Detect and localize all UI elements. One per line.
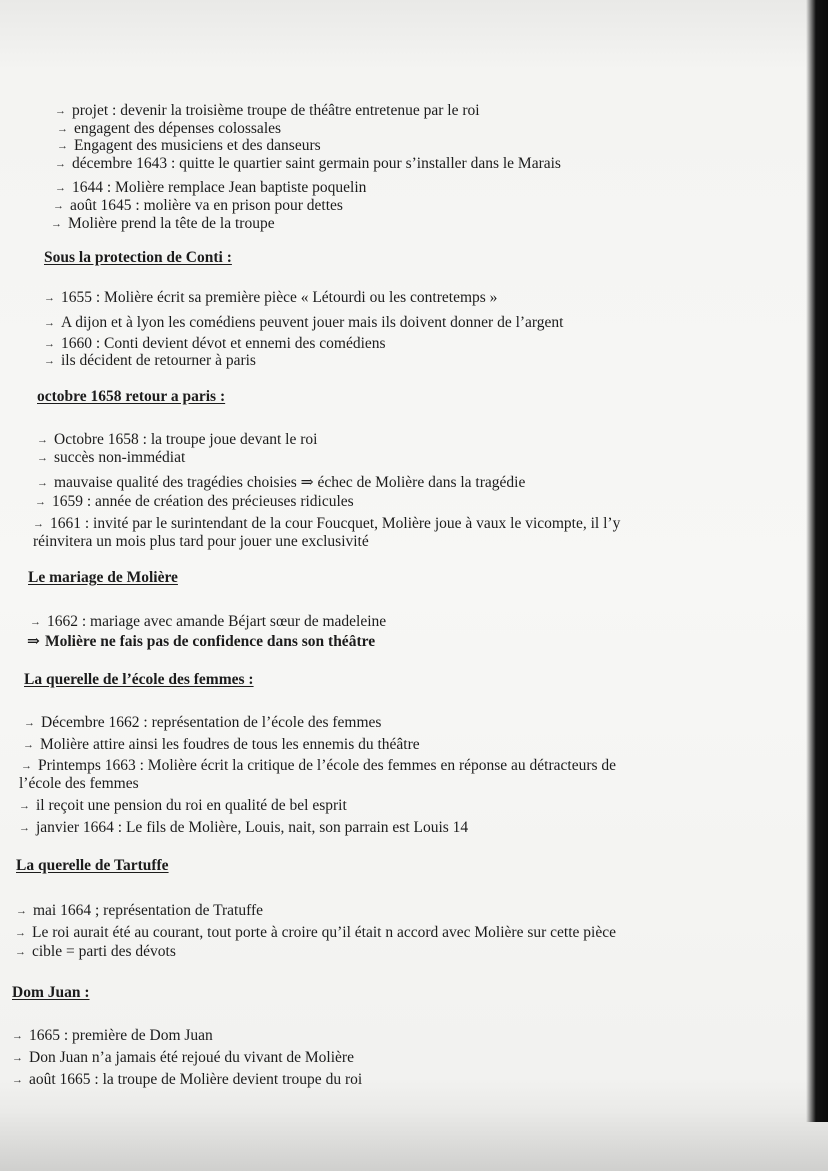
list-item: → 1662 : mariage avec amande Béjart sœur de madeleine [30,613,387,630]
section-heading-ecole: La querelle de l’école des femmes : [24,671,254,688]
list-item: → A dijon et à lyon les comédiens peuvent jouer mais ils doivent donner de l’argent [44,314,564,331]
arrow-icon: → [19,800,30,812]
arrow-icon: → [44,355,55,367]
page-edge-shadow [806,0,828,1122]
arrow-icon: → [37,477,48,489]
arrow-icon: → [55,158,66,170]
arrow-icon: → [51,218,62,230]
arrow-icon: → [12,1052,23,1064]
page-bottom-shade [0,1111,828,1171]
list-item: → engagent des dépenses colossales [57,120,282,137]
list-item-continuation: l’école des femmes [19,775,139,792]
arrow-icon: → [30,616,41,628]
list-item: → Molière prend la tête de la troupe [51,215,275,232]
arrow-icon: → [24,717,35,729]
section-heading-conti: Sous la protection de Conti : [44,249,232,266]
arrow-icon: → [12,1030,23,1042]
arrow-icon: → [21,760,32,772]
conclusion-line: ⇒ Molière ne fais pas de confidence dans son théâtre [27,633,376,650]
arrow-icon: → [16,905,27,917]
list-item: → 1644 : Molière remplace Jean baptiste poquelin [55,179,367,196]
list-item: → il reçoit une pension du roi en qualité de bel esprit [19,797,347,814]
list-item: → succès non-immédiat [37,449,186,466]
list-item: → Décembre 1662 : représentation de l’école des femmes [24,714,382,731]
list-item: → août 1665 : la troupe de Molière devient troupe du roi [12,1071,363,1088]
arrow-icon: → [37,452,48,464]
list-item: → Le roi aurait été au courant, tout porte à croire qu’il était n accord avec Molière sur cette pièce [15,924,616,941]
implies-icon: ⇒ [27,633,40,650]
arrow-icon: → [53,200,64,212]
list-item: → août 1645 : molière va en prison pour dettes [53,197,343,214]
list-item: → 1665 : première de Dom Juan [12,1027,213,1044]
list-item: → 1661 : invité par le surintendant de la cour Foucquet, Molière joue à vaux le vicompte, il l’y [33,515,621,532]
list-item: → Printemps 1663 : Molière écrit la critique de l’école des femmes en réponse au détracteurs de [21,757,617,774]
list-item: → décembre 1643 : quitte le quartier saint germain pour s’installer dans le Marais [55,155,561,172]
list-item: → ils décident de retourner à paris [44,352,256,369]
arrow-icon: → [44,338,55,350]
arrow-icon: → [57,140,68,152]
list-item: → projet : devenir la troisième troupe de théâtre entretenue par le roi [55,102,480,119]
list-item: → 1660 : Conti devient dévot et ennemi des comédiens [44,335,386,352]
section-heading-mariage: Le mariage de Molière [28,569,178,586]
arrow-icon: → [55,105,66,117]
list-item: → 1659 : année de création des précieuses ridicules [35,493,354,510]
arrow-icon: → [23,739,34,751]
list-item: → janvier 1664 : Le fils de Molière, Louis, nait, son parrain est Louis 14 [19,819,469,836]
section-heading-retour: octobre 1658 retour a paris : [37,388,226,405]
arrow-icon: → [44,317,55,329]
list-item: → Don Juan n’a jamais été rejoué du vivant de Molière [12,1049,354,1066]
list-item: → cible = parti des dévots [15,943,176,960]
arrow-icon: → [15,946,26,958]
arrow-icon: → [15,927,26,939]
arrow-icon: → [35,496,46,508]
arrow-icon: → [37,434,48,446]
list-item: → 1655 : Molière écrit sa première pièce « Létourdi ou les contretemps » [44,289,498,306]
arrow-icon: → [44,292,55,304]
arrow-icon: → [33,518,44,530]
list-item: → Engagent des musiciens et des danseurs [57,137,321,154]
arrow-icon: → [12,1074,23,1086]
list-item: → Molière attire ainsi les foudres de tous les ennemis du théâtre [23,736,420,753]
list-item: → mauvaise qualité des tragédies choisies ⇒ échec de Molière dans la tragédie [37,474,526,491]
list-item: → Octobre 1658 : la troupe joue devant le roi [37,431,318,448]
section-heading-tartuffe: La querelle de Tartuffe [16,857,169,874]
section-heading-domjuan: Dom Juan : [12,984,90,1001]
list-item-continuation: réinvitera un mois plus tard pour jouer une exclusivité [33,533,369,550]
arrow-icon: → [55,182,66,194]
list-item: → mai 1664 ; représentation de Tratuffe [16,902,264,919]
arrow-icon: → [19,822,30,834]
arrow-icon: → [57,123,68,135]
